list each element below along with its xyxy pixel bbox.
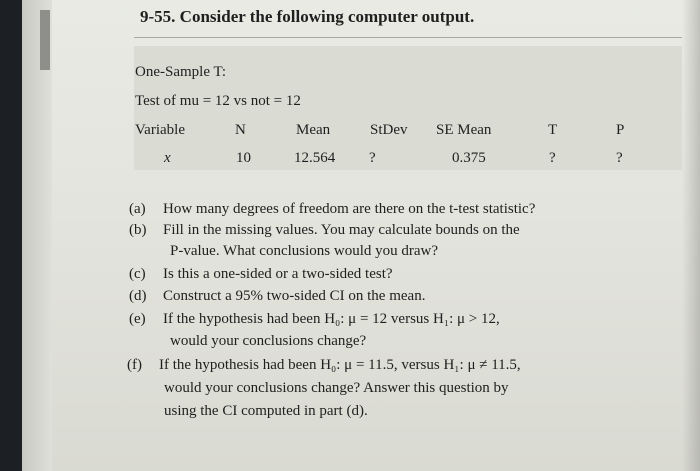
question-a-text: How many degrees of freedom are there on the t-test statistic?	[163, 201, 536, 217]
question-b-label: (b)	[129, 222, 147, 238]
question-c-label: (c)	[129, 266, 146, 282]
problem-title	[140, 7, 474, 27]
question-e-text-1: If the hypothesis had been H₀: μ = 12 versus H₁: μ > 12,	[163, 311, 500, 327]
cell-t: ?	[549, 150, 556, 166]
question-e-label: (e)	[129, 311, 146, 327]
cell-mean: 12.564	[294, 150, 336, 166]
col-header-n: N	[235, 122, 246, 138]
question-f-text-2: would your conclusions change? Answer this question by	[164, 380, 509, 396]
question-b-text-1: Fill in the missing values. You may calculate bounds on the	[163, 222, 520, 238]
col-header-p: P	[616, 122, 625, 138]
col-header-se-mean: SE Mean	[436, 122, 492, 138]
question-d-label: (d)	[129, 288, 147, 304]
question-f-label: (f)	[127, 357, 142, 373]
col-header-stdev: StDev	[370, 122, 408, 138]
output-heading: One-Sample T:	[135, 64, 227, 80]
title-divider	[134, 37, 682, 38]
problem-statement: Consider the following computer output.	[179, 7, 475, 26]
question-f-text-1: If the hypothesis had been H₀: μ = 11.5, versus H₁: μ ≠ 11.5,	[159, 357, 521, 373]
page-edge-marker	[40, 10, 50, 70]
cell-n: 10	[236, 150, 251, 166]
page-fold-shadow	[22, 0, 52, 471]
output-test-line: Test of mu = 12 vs not = 12	[135, 93, 301, 109]
cell-se-mean: 0.375	[452, 150, 486, 166]
question-e-text-2: would your conclusions change?	[170, 333, 367, 349]
question-f-text-3: using the CI computed in part (d).	[164, 403, 368, 419]
question-c-text: Is this a one-sided or a two-sided test?	[163, 266, 393, 282]
col-header-t: T	[548, 122, 558, 138]
col-header-variable: Variable	[135, 122, 185, 138]
col-header-mean: Mean	[296, 122, 331, 138]
cell-variable: x	[164, 150, 171, 166]
cell-stdev: ?	[369, 150, 376, 166]
question-d-text: Construct a 95% two-sided CI on the mean.	[163, 288, 426, 304]
problem-number: 9-55.	[140, 7, 176, 26]
textbook-page	[22, 0, 700, 471]
page-edge-shadow	[682, 0, 700, 471]
cell-p: ?	[616, 150, 623, 166]
question-b-text-2: P-value. What conclusions would you draw?	[170, 243, 439, 259]
question-a-label: (a)	[129, 201, 146, 217]
